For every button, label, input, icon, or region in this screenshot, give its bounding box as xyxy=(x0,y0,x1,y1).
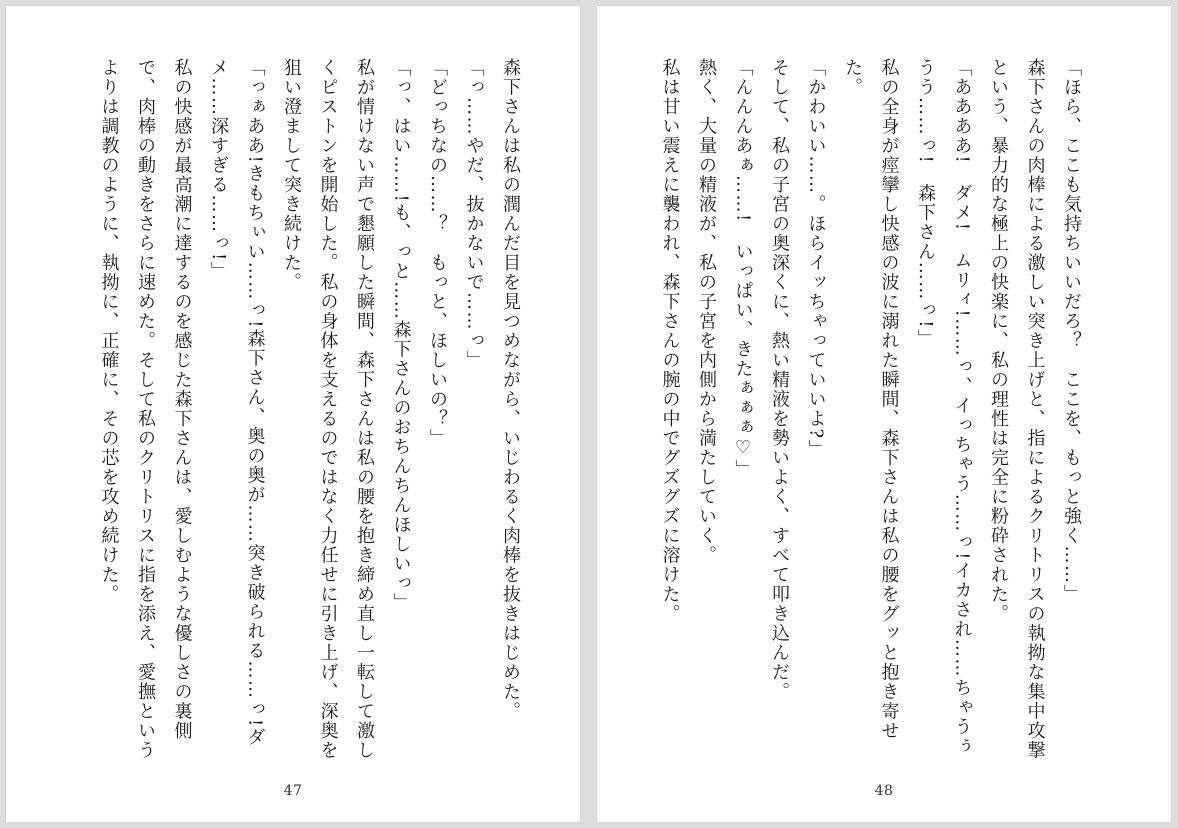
book-page-right xyxy=(597,6,1171,822)
paragraph: 森下さんは私の潤んだ目を見つめながら、いじわるく肉棒を抜きはじめた。 xyxy=(500,58,521,721)
paragraph: 「どっちなの……？ もっと、ほしいの？」 xyxy=(427,58,448,448)
paragraph: 「んんんあぁ……! いっぱい、きたぁぁぁ♡」 xyxy=(732,58,754,480)
paragraph: そして、私の子宮の奥深くに、熱い精液を勢いよく、すべて叩き込んだ。 xyxy=(769,58,790,702)
paragraph: 「っ……やだ、抜かないで……っ」 xyxy=(463,58,485,370)
page-number: 48 xyxy=(874,783,894,799)
page-number: 47 xyxy=(283,783,303,799)
paragraph: 森下さんの肉棒による激しい突き上げと、指によるクリトリスの執拗な集中攻撃という、暴力的な極上の快楽に、私の理性は完全に粉砕された。 xyxy=(988,58,1046,760)
paragraph: 「ああああ! ダメ! ムリィ!……っ、イっちゃう……っ!イカされ……ちゃうぅうう……っ! 森下さん……っ!」 xyxy=(915,58,973,756)
paragraph: 私は甘い震えに襲われ、森下さんの腕の中でグズグズに溶けた。 xyxy=(659,58,681,624)
page-body-text xyxy=(659,58,1089,770)
book-page-left xyxy=(6,6,580,822)
paragraph: 熱く、大量の精液が、私の子宮を内側から満たしていく。 xyxy=(696,58,717,565)
paragraph: 「ほら、ここも気持ちいいだろ？ ここを、もっと強く……」 xyxy=(1061,58,1082,604)
page-body-text xyxy=(58,58,528,770)
paragraph: 私が情けない声で懇願した瞬間、森下さんは私の腰を抱き締め直し一転して激しくピストンを開始した。私の身体を支えるのではなく力任せに引き上げ、深奥を狙い澄まして突き続けた。 xyxy=(281,58,375,760)
paragraph: 「っ、はい……!も、っと……森下さんのおちんちんほしいっ」 xyxy=(390,58,412,613)
paragraph: 「っぁああ!きもちぃい……っ!森下さん、奥の奥が……突き破られる……っ!ダメ……深すぎる……っ!」 xyxy=(208,58,266,748)
paragraph: 「かわいい……。ほらイッちゃっていいよ?」 xyxy=(805,58,827,460)
paragraph: 私の全身が痙攣し快感の波に溺れた瞬間、森下さんは私の腰をグッと抱き寄せた。 xyxy=(842,58,900,741)
paragraph: 私の快感が最高潮に達するのを感じた森下さんは、愛しむような優しさの裏側で、肉棒の動きをさらに速めた。そして私のクリトリスに指を添え、愛撫というよりは調教のように、執拗に、正確に、その芯を攻め続けた。 xyxy=(98,58,193,760)
